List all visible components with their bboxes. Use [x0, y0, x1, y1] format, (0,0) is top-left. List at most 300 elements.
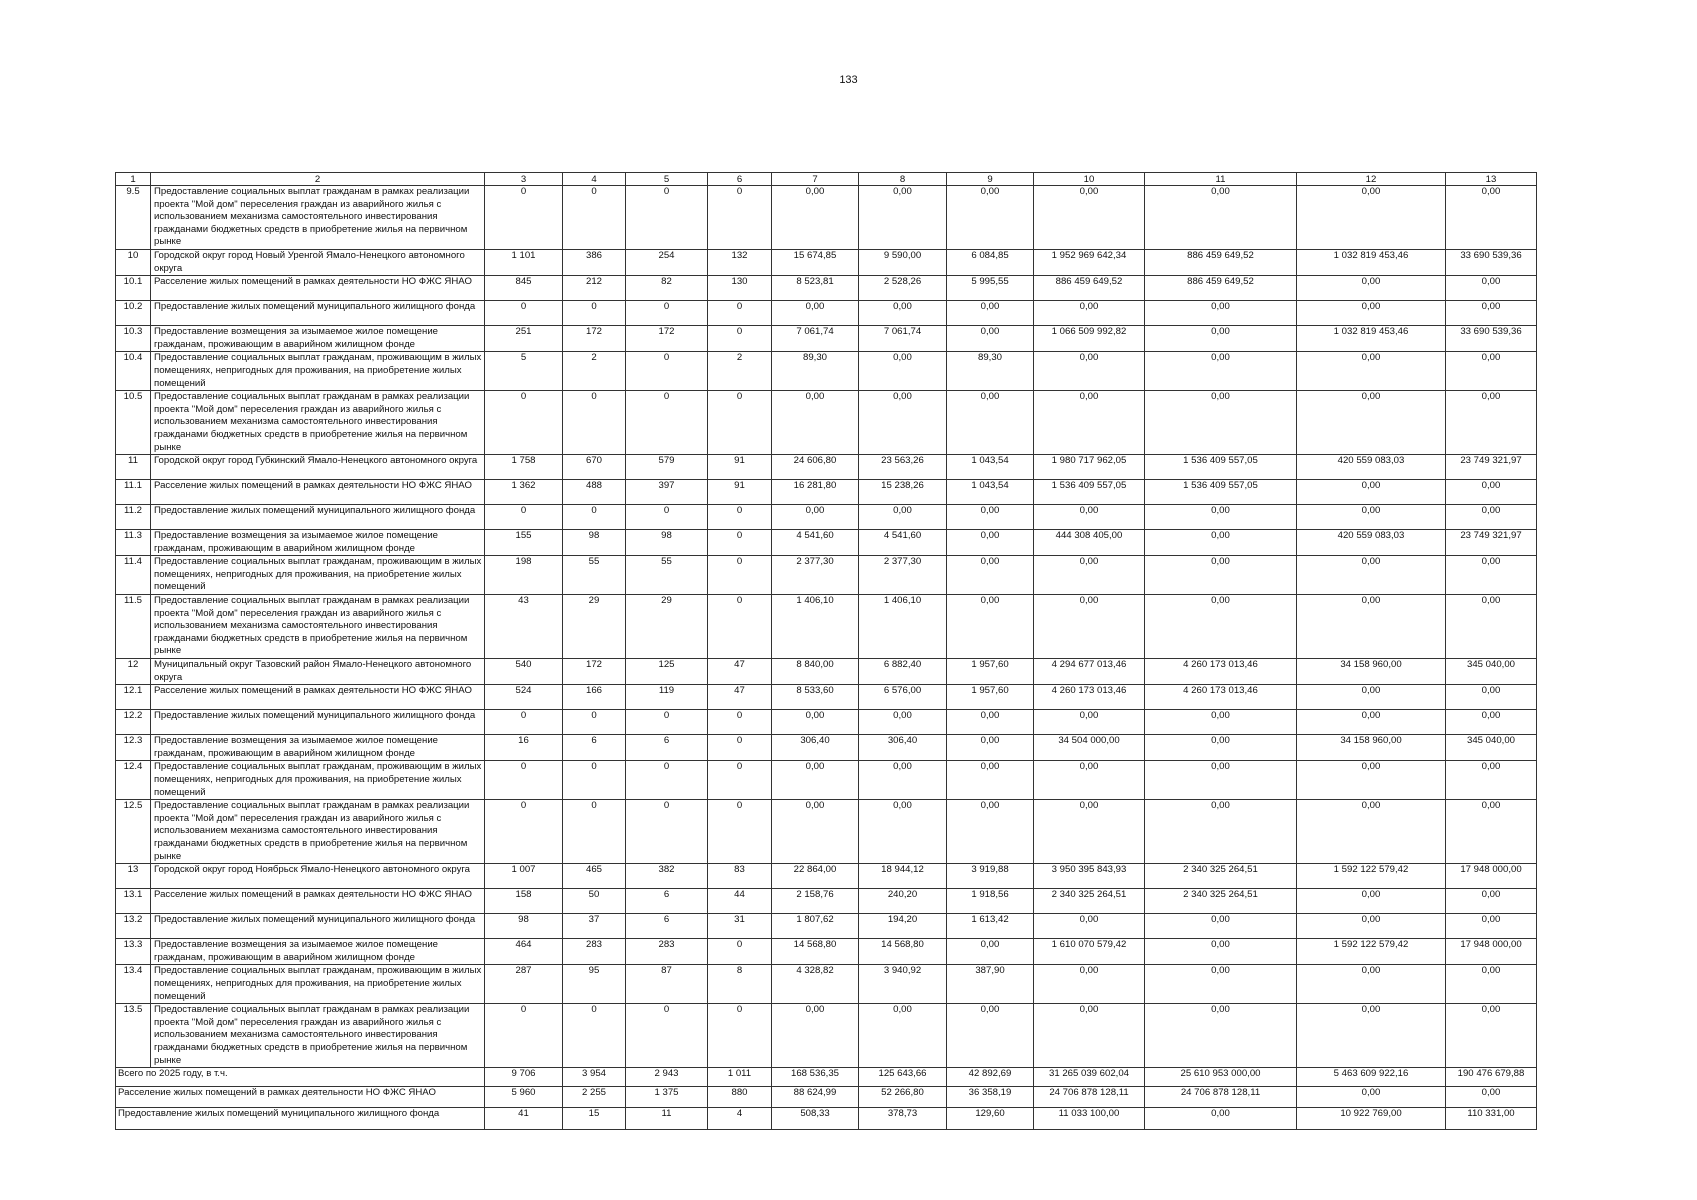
- row-value: 0,00: [1145, 939, 1297, 965]
- row-value: 0: [563, 505, 626, 530]
- row-description: Городской округ город Новый Уренгой Ямало-Ненецкого автономного округа: [151, 249, 485, 275]
- row-value: 0,00: [772, 710, 859, 735]
- row-value: 0,00: [1034, 800, 1145, 864]
- row-number: 11.5: [116, 595, 151, 659]
- row-value: 1 957,60: [947, 659, 1034, 685]
- row-number: 13.1: [116, 889, 151, 914]
- table-row: [116, 505, 1537, 530]
- row-value: 0,00: [1446, 480, 1537, 505]
- row-value: 886 459 649,52: [1034, 276, 1145, 301]
- row-value: 540: [485, 659, 563, 685]
- row-description: Предоставление социальных выплат гражданам, проживающим в жилых помещениях, непригодных для проживания, на приобретение жилых помещений: [151, 965, 485, 1004]
- row-value: 0: [708, 556, 772, 595]
- row-value: 1 758: [485, 455, 563, 480]
- row-value: 4 260 173 013,46: [1034, 685, 1145, 710]
- row-value: 0,00: [1297, 480, 1446, 505]
- row-value: 0,00: [772, 391, 859, 455]
- row-description: Предоставление социальных выплат гражданам, проживающим в жилых помещениях, непригодных для проживания, на приобретение жилых помещений: [151, 352, 485, 391]
- row-value: 2 340 325 264,51: [1034, 889, 1145, 914]
- row-value: 44: [708, 889, 772, 914]
- row-number: 10.4: [116, 352, 151, 391]
- row-value: 0,00: [1446, 595, 1537, 659]
- row-value: 0,00: [947, 710, 1034, 735]
- table-body: [116, 173, 1537, 1130]
- row-value: 0,00: [947, 556, 1034, 595]
- row-value: 0,00: [1145, 800, 1297, 864]
- row-value: 125: [626, 659, 708, 685]
- row-value: 95: [563, 965, 626, 1004]
- row-description: Предоставление возмещения за изымаемое жилое помещение гражданам, проживающим в аварийном жилищном фонде: [151, 939, 485, 965]
- row-number: 13: [116, 864, 151, 889]
- row-value: 0,00: [1297, 761, 1446, 800]
- row-description: Предоставление социальных выплат гражданам в рамках реализации проекта "Мой дом" переселения граждан из аварийного жилья с использованием механизма самостоятельного инвестирования гражданами бюджетных средств в приобретение жилья на первичном рынке: [151, 595, 485, 659]
- row-value: 0,00: [1446, 800, 1537, 864]
- row-value: 397: [626, 480, 708, 505]
- summary-value: 15: [563, 1108, 626, 1130]
- row-number: 11.3: [116, 530, 151, 556]
- row-value: 0: [563, 761, 626, 800]
- row-value: 91: [708, 455, 772, 480]
- row-value: 0,00: [859, 186, 947, 250]
- row-description: Предоставление возмещения за изымаемое жилое помещение гражданам, проживающим в аварийном жилищном фонде: [151, 326, 485, 352]
- row-value: 0: [708, 735, 772, 761]
- row-value: 3 919,88: [947, 864, 1034, 889]
- row-number: 12.2: [116, 710, 151, 735]
- row-description: Предоставление социальных выплат гражданам, проживающим в жилых помещениях, непригодных для проживания, на приобретение жилых помещений: [151, 761, 485, 800]
- row-value: 0: [563, 800, 626, 864]
- row-number: 12.4: [116, 761, 151, 800]
- row-value: 0,00: [772, 186, 859, 250]
- row-value: 34 158 960,00: [1297, 735, 1446, 761]
- table-row: [116, 965, 1537, 1004]
- row-value: 0,00: [1145, 1004, 1297, 1068]
- row-description: Предоставление социальных выплат гражданам в рамках реализации проекта "Мой дом" переселения граждан из аварийного жилья с использованием механизма самостоятельного инвестирования гражданами бюджетных средств в приобретение жилья на первичном рынке: [151, 391, 485, 455]
- row-value: 4 328,82: [772, 965, 859, 1004]
- table-row: [116, 889, 1537, 914]
- row-value: 0,00: [947, 735, 1034, 761]
- row-description: Городской округ город Ноябрьск Ямало-Ненецкого автономного округа: [151, 864, 485, 889]
- row-value: 387,90: [947, 965, 1034, 1004]
- summary-value: 2 943: [626, 1068, 708, 1087]
- row-value: 240,20: [859, 889, 947, 914]
- row-value: 1 007: [485, 864, 563, 889]
- row-value: 2: [708, 352, 772, 391]
- table-row: [116, 864, 1537, 889]
- row-value: 0,00: [1034, 965, 1145, 1004]
- row-value: 47: [708, 659, 772, 685]
- row-value: 283: [626, 939, 708, 965]
- row-value: 18 944,12: [859, 864, 947, 889]
- column-header: 3: [485, 173, 563, 186]
- row-value: 465: [563, 864, 626, 889]
- row-value: 6: [626, 889, 708, 914]
- row-value: 16: [485, 735, 563, 761]
- row-value: 198: [485, 556, 563, 595]
- row-value: 0: [563, 186, 626, 250]
- row-description: Предоставление социальных выплат гражданам в рамках реализации проекта "Мой дом" переселения граждан из аварийного жилья с использованием механизма самостоятельного инвестирования гражданами бюджетных средств в приобретение жилья на первичном рынке: [151, 1004, 485, 1068]
- row-value: 1 980 717 962,05: [1034, 455, 1145, 480]
- row-value: 1 536 409 557,05: [1145, 455, 1297, 480]
- summary-value: 10 922 769,00: [1297, 1108, 1446, 1130]
- row-value: 0,00: [1034, 914, 1145, 939]
- row-description: Предоставление жилых помещений муниципального жилищного фонда: [151, 710, 485, 735]
- table-header-row: [116, 173, 1537, 186]
- row-value: 87: [626, 965, 708, 1004]
- row-value: 0,00: [1446, 710, 1537, 735]
- row-value: 0,00: [1446, 556, 1537, 595]
- row-value: 0: [563, 391, 626, 455]
- table-row: [116, 685, 1537, 710]
- row-value: 2 377,30: [859, 556, 947, 595]
- row-value: 524: [485, 685, 563, 710]
- row-value: 0,00: [1297, 595, 1446, 659]
- row-value: 886 459 649,52: [1145, 276, 1297, 301]
- row-value: 1 032 819 453,46: [1297, 326, 1446, 352]
- table-row: [116, 186, 1537, 250]
- row-value: 0,00: [1145, 391, 1297, 455]
- row-value: 8 840,00: [772, 659, 859, 685]
- summary-value: 168 536,35: [772, 1068, 859, 1087]
- row-value: 16 281,80: [772, 480, 859, 505]
- row-value: 0,00: [1034, 761, 1145, 800]
- row-value: 1 032 819 453,46: [1297, 249, 1446, 275]
- table-row: [116, 352, 1537, 391]
- summary-value: 31 265 039 602,04: [1034, 1068, 1145, 1087]
- summary-value: 9 706: [485, 1068, 563, 1087]
- row-value: 0,00: [1297, 186, 1446, 250]
- row-value: 0: [485, 301, 563, 326]
- row-description: Городской округ город Губкинский Ямало-Ненецкого автономного округа: [151, 455, 485, 480]
- row-value: 0: [563, 710, 626, 735]
- row-value: 0,00: [1446, 276, 1537, 301]
- row-value: 9 590,00: [859, 249, 947, 275]
- column-header: 9: [947, 173, 1034, 186]
- row-value: 31: [708, 914, 772, 939]
- row-value: 17 948 000,00: [1446, 939, 1537, 965]
- row-value: 0: [708, 939, 772, 965]
- row-value: 194,20: [859, 914, 947, 939]
- summary-value: 4: [708, 1108, 772, 1130]
- row-value: 287: [485, 965, 563, 1004]
- row-value: 0,00: [1145, 595, 1297, 659]
- column-header: 11: [1145, 173, 1297, 186]
- summary-value: 41: [485, 1108, 563, 1130]
- row-value: 0,00: [1145, 186, 1297, 250]
- summary-value: 5 960: [485, 1087, 563, 1108]
- summary-value: 110 331,00: [1446, 1108, 1537, 1130]
- row-value: 29: [563, 595, 626, 659]
- row-description: Предоставление возмещения за изымаемое жилое помещение гражданам, проживающим в аварийном жилищном фонде: [151, 530, 485, 556]
- row-value: 47: [708, 685, 772, 710]
- row-value: 34 158 960,00: [1297, 659, 1446, 685]
- row-value: 0,00: [859, 301, 947, 326]
- row-value: 0,00: [1034, 186, 1145, 250]
- row-value: 0: [708, 530, 772, 556]
- row-value: 6: [563, 735, 626, 761]
- summary-value: 11: [626, 1108, 708, 1130]
- row-value: 119: [626, 685, 708, 710]
- row-value: 4 541,60: [772, 530, 859, 556]
- row-value: 0: [626, 1004, 708, 1068]
- row-value: 0,00: [947, 301, 1034, 326]
- row-value: 0,00: [1297, 965, 1446, 1004]
- row-value: 0,00: [1297, 1004, 1446, 1068]
- row-number: 10.1: [116, 276, 151, 301]
- summary-label: Расселение жилых помещений в рамках деятельности НО ФЖС ЯНАО: [116, 1087, 485, 1108]
- row-value: 0: [485, 186, 563, 250]
- row-value: 23 563,26: [859, 455, 947, 480]
- row-value: 0,00: [1446, 186, 1537, 250]
- row-value: 33 690 539,36: [1446, 249, 1537, 275]
- row-value: 0: [626, 761, 708, 800]
- row-value: 254: [626, 249, 708, 275]
- row-value: 444 308 405,00: [1034, 530, 1145, 556]
- row-value: 2 340 325 264,51: [1145, 889, 1297, 914]
- row-description: Предоставление жилых помещений муниципального жилищного фонда: [151, 301, 485, 326]
- row-value: 172: [626, 326, 708, 352]
- row-value: 0,00: [1297, 276, 1446, 301]
- summary-value: 42 892,69: [947, 1068, 1034, 1087]
- summary-value: 1 375: [626, 1087, 708, 1108]
- row-value: 0,00: [859, 505, 947, 530]
- row-value: 0,00: [859, 391, 947, 455]
- row-description: Расселение жилых помещений в рамках деятельности НО ФЖС ЯНАО: [151, 276, 485, 301]
- row-value: 0,00: [947, 186, 1034, 250]
- row-description: Предоставление социальных выплат гражданам, проживающим в жилых помещениях, непригодных для проживания, на приобретение жилых помещений: [151, 556, 485, 595]
- row-value: 1 592 122 579,42: [1297, 864, 1446, 889]
- table-row: [116, 659, 1537, 685]
- row-value: 1 952 969 642,34: [1034, 249, 1145, 275]
- row-value: 0,00: [859, 352, 947, 391]
- row-value: 0,00: [1034, 391, 1145, 455]
- row-value: 0: [708, 301, 772, 326]
- table-summary-row: [116, 1108, 1537, 1130]
- row-value: 3 940,92: [859, 965, 947, 1004]
- row-description: Расселение жилых помещений в рамках деятельности НО ФЖС ЯНАО: [151, 889, 485, 914]
- row-value: 0,00: [1446, 685, 1537, 710]
- row-value: 1 613,42: [947, 914, 1034, 939]
- data-table-container: [115, 172, 1536, 1130]
- table-row: [116, 800, 1537, 864]
- table-row: [116, 530, 1537, 556]
- summary-value: 378,73: [859, 1108, 947, 1130]
- row-value: 89,30: [947, 352, 1034, 391]
- row-number: 11: [116, 455, 151, 480]
- column-header: 10: [1034, 173, 1145, 186]
- row-value: 2: [563, 352, 626, 391]
- row-value: 55: [563, 556, 626, 595]
- row-value: 0,00: [1034, 505, 1145, 530]
- row-value: 0: [626, 505, 708, 530]
- row-value: 0: [708, 326, 772, 352]
- row-number: 10: [116, 249, 151, 275]
- row-description: Расселение жилых помещений в рамках деятельности НО ФЖС ЯНАО: [151, 480, 485, 505]
- row-value: 1 957,60: [947, 685, 1034, 710]
- row-description: Предоставление возмещения за изымаемое жилое помещение гражданам, проживающим в аварийном жилищном фонде: [151, 735, 485, 761]
- summary-value: 0,00: [1297, 1087, 1446, 1108]
- row-value: 0,00: [1297, 710, 1446, 735]
- row-value: 845: [485, 276, 563, 301]
- row-value: 0,00: [1145, 505, 1297, 530]
- row-value: 0,00: [1034, 301, 1145, 326]
- row-number: 11.4: [116, 556, 151, 595]
- row-value: 0,00: [1297, 301, 1446, 326]
- row-value: 1 043,54: [947, 480, 1034, 505]
- row-value: 0: [485, 710, 563, 735]
- row-number: 13.4: [116, 965, 151, 1004]
- row-description: Расселение жилых помещений в рамках деятельности НО ФЖС ЯНАО: [151, 685, 485, 710]
- row-value: 98: [563, 530, 626, 556]
- summary-value: 5 463 609 922,16: [1297, 1068, 1446, 1087]
- row-value: 1 536 409 557,05: [1145, 480, 1297, 505]
- row-value: 0,00: [1446, 505, 1537, 530]
- row-value: 82: [626, 276, 708, 301]
- row-value: 166: [563, 685, 626, 710]
- row-number: 12.1: [116, 685, 151, 710]
- row-value: 0,00: [1297, 685, 1446, 710]
- row-value: 0: [708, 391, 772, 455]
- row-value: 0,00: [859, 1004, 947, 1068]
- row-value: 50: [563, 889, 626, 914]
- row-value: 5 995,55: [947, 276, 1034, 301]
- column-header: 2: [151, 173, 485, 186]
- row-value: 83: [708, 864, 772, 889]
- row-value: 0,00: [1145, 735, 1297, 761]
- row-value: 382: [626, 864, 708, 889]
- row-value: 0,00: [1145, 914, 1297, 939]
- row-value: 464: [485, 939, 563, 965]
- row-value: 33 690 539,36: [1446, 326, 1537, 352]
- row-value: 0,00: [1034, 352, 1145, 391]
- row-value: 579: [626, 455, 708, 480]
- row-value: 7 061,74: [859, 326, 947, 352]
- row-value: 0,00: [1297, 914, 1446, 939]
- row-number: 10.5: [116, 391, 151, 455]
- row-value: 0: [485, 391, 563, 455]
- row-value: 0,00: [772, 505, 859, 530]
- column-header: 13: [1446, 173, 1537, 186]
- row-value: 0,00: [1446, 301, 1537, 326]
- row-number: 12.3: [116, 735, 151, 761]
- row-value: 0,00: [947, 326, 1034, 352]
- row-value: 420 559 083,03: [1297, 530, 1446, 556]
- row-value: 0,00: [859, 761, 947, 800]
- row-value: 0,00: [947, 761, 1034, 800]
- column-header: 12: [1297, 173, 1446, 186]
- row-value: 0,00: [1297, 800, 1446, 864]
- row-value: 1 592 122 579,42: [1297, 939, 1446, 965]
- row-value: 345 040,00: [1446, 659, 1537, 685]
- row-value: 0: [708, 761, 772, 800]
- row-value: 886 459 649,52: [1145, 249, 1297, 275]
- row-value: 0,00: [1034, 556, 1145, 595]
- row-value: 0,00: [1034, 595, 1145, 659]
- row-value: 0,00: [1034, 1004, 1145, 1068]
- row-value: 0,00: [1145, 965, 1297, 1004]
- row-value: 6 576,00: [859, 685, 947, 710]
- row-value: 1 610 070 579,42: [1034, 939, 1145, 965]
- row-value: 0,00: [1034, 710, 1145, 735]
- row-value: 0: [708, 505, 772, 530]
- data-table: [115, 172, 1537, 1130]
- table-row: [116, 939, 1537, 965]
- row-value: 34 504 000,00: [1034, 735, 1145, 761]
- row-value: 130: [708, 276, 772, 301]
- row-number: 12: [116, 659, 151, 685]
- row-value: 0,00: [947, 505, 1034, 530]
- row-value: 0,00: [1446, 1004, 1537, 1068]
- row-value: 345 040,00: [1446, 735, 1537, 761]
- row-number: 11.1: [116, 480, 151, 505]
- summary-value: 508,33: [772, 1108, 859, 1130]
- row-value: 1 406,10: [772, 595, 859, 659]
- row-value: 98: [485, 914, 563, 939]
- row-number: 11.2: [116, 505, 151, 530]
- row-number: 13.5: [116, 1004, 151, 1068]
- row-value: 1 362: [485, 480, 563, 505]
- row-value: 14 568,80: [772, 939, 859, 965]
- row-value: 306,40: [859, 735, 947, 761]
- row-value: 0,00: [947, 391, 1034, 455]
- row-value: 0: [708, 595, 772, 659]
- row-value: 0: [626, 391, 708, 455]
- row-value: 29: [626, 595, 708, 659]
- row-value: 0,00: [1446, 391, 1537, 455]
- summary-value: 880: [708, 1087, 772, 1108]
- row-value: 0: [485, 800, 563, 864]
- row-value: 0,00: [772, 301, 859, 326]
- row-value: 0: [485, 761, 563, 800]
- row-value: 0: [626, 301, 708, 326]
- row-value: 0,00: [1297, 505, 1446, 530]
- row-value: 2 158,76: [772, 889, 859, 914]
- row-value: 0,00: [1297, 556, 1446, 595]
- row-value: 420 559 083,03: [1297, 455, 1446, 480]
- row-value: 6 882,40: [859, 659, 947, 685]
- row-value: 55: [626, 556, 708, 595]
- table-row: [116, 249, 1537, 275]
- row-value: 7 061,74: [772, 326, 859, 352]
- row-value: 0,00: [1446, 914, 1537, 939]
- row-value: 4 294 677 013,46: [1034, 659, 1145, 685]
- row-value: 14 568,80: [859, 939, 947, 965]
- row-value: 0,00: [772, 761, 859, 800]
- row-value: 0: [708, 710, 772, 735]
- row-value: 4 541,60: [859, 530, 947, 556]
- table-row: [116, 276, 1537, 301]
- row-value: 1 536 409 557,05: [1034, 480, 1145, 505]
- row-description: Предоставление жилых помещений муниципального жилищного фонда: [151, 505, 485, 530]
- row-number: 13.3: [116, 939, 151, 965]
- row-value: 172: [563, 326, 626, 352]
- column-header: 8: [859, 173, 947, 186]
- row-value: 23 749 321,97: [1446, 455, 1537, 480]
- column-header: 1: [116, 173, 151, 186]
- table-row: [116, 391, 1537, 455]
- row-value: 0: [485, 1004, 563, 1068]
- row-value: 0,00: [947, 939, 1034, 965]
- row-value: 15 238,26: [859, 480, 947, 505]
- column-header: 7: [772, 173, 859, 186]
- table-summary-row: [116, 1068, 1537, 1087]
- row-value: 1 101: [485, 249, 563, 275]
- row-value: 158: [485, 889, 563, 914]
- row-value: 4 260 173 013,46: [1145, 685, 1297, 710]
- page-number: 133: [839, 74, 858, 86]
- row-value: 0,00: [1297, 352, 1446, 391]
- row-value: 91: [708, 480, 772, 505]
- row-value: 1 066 509 992,82: [1034, 326, 1145, 352]
